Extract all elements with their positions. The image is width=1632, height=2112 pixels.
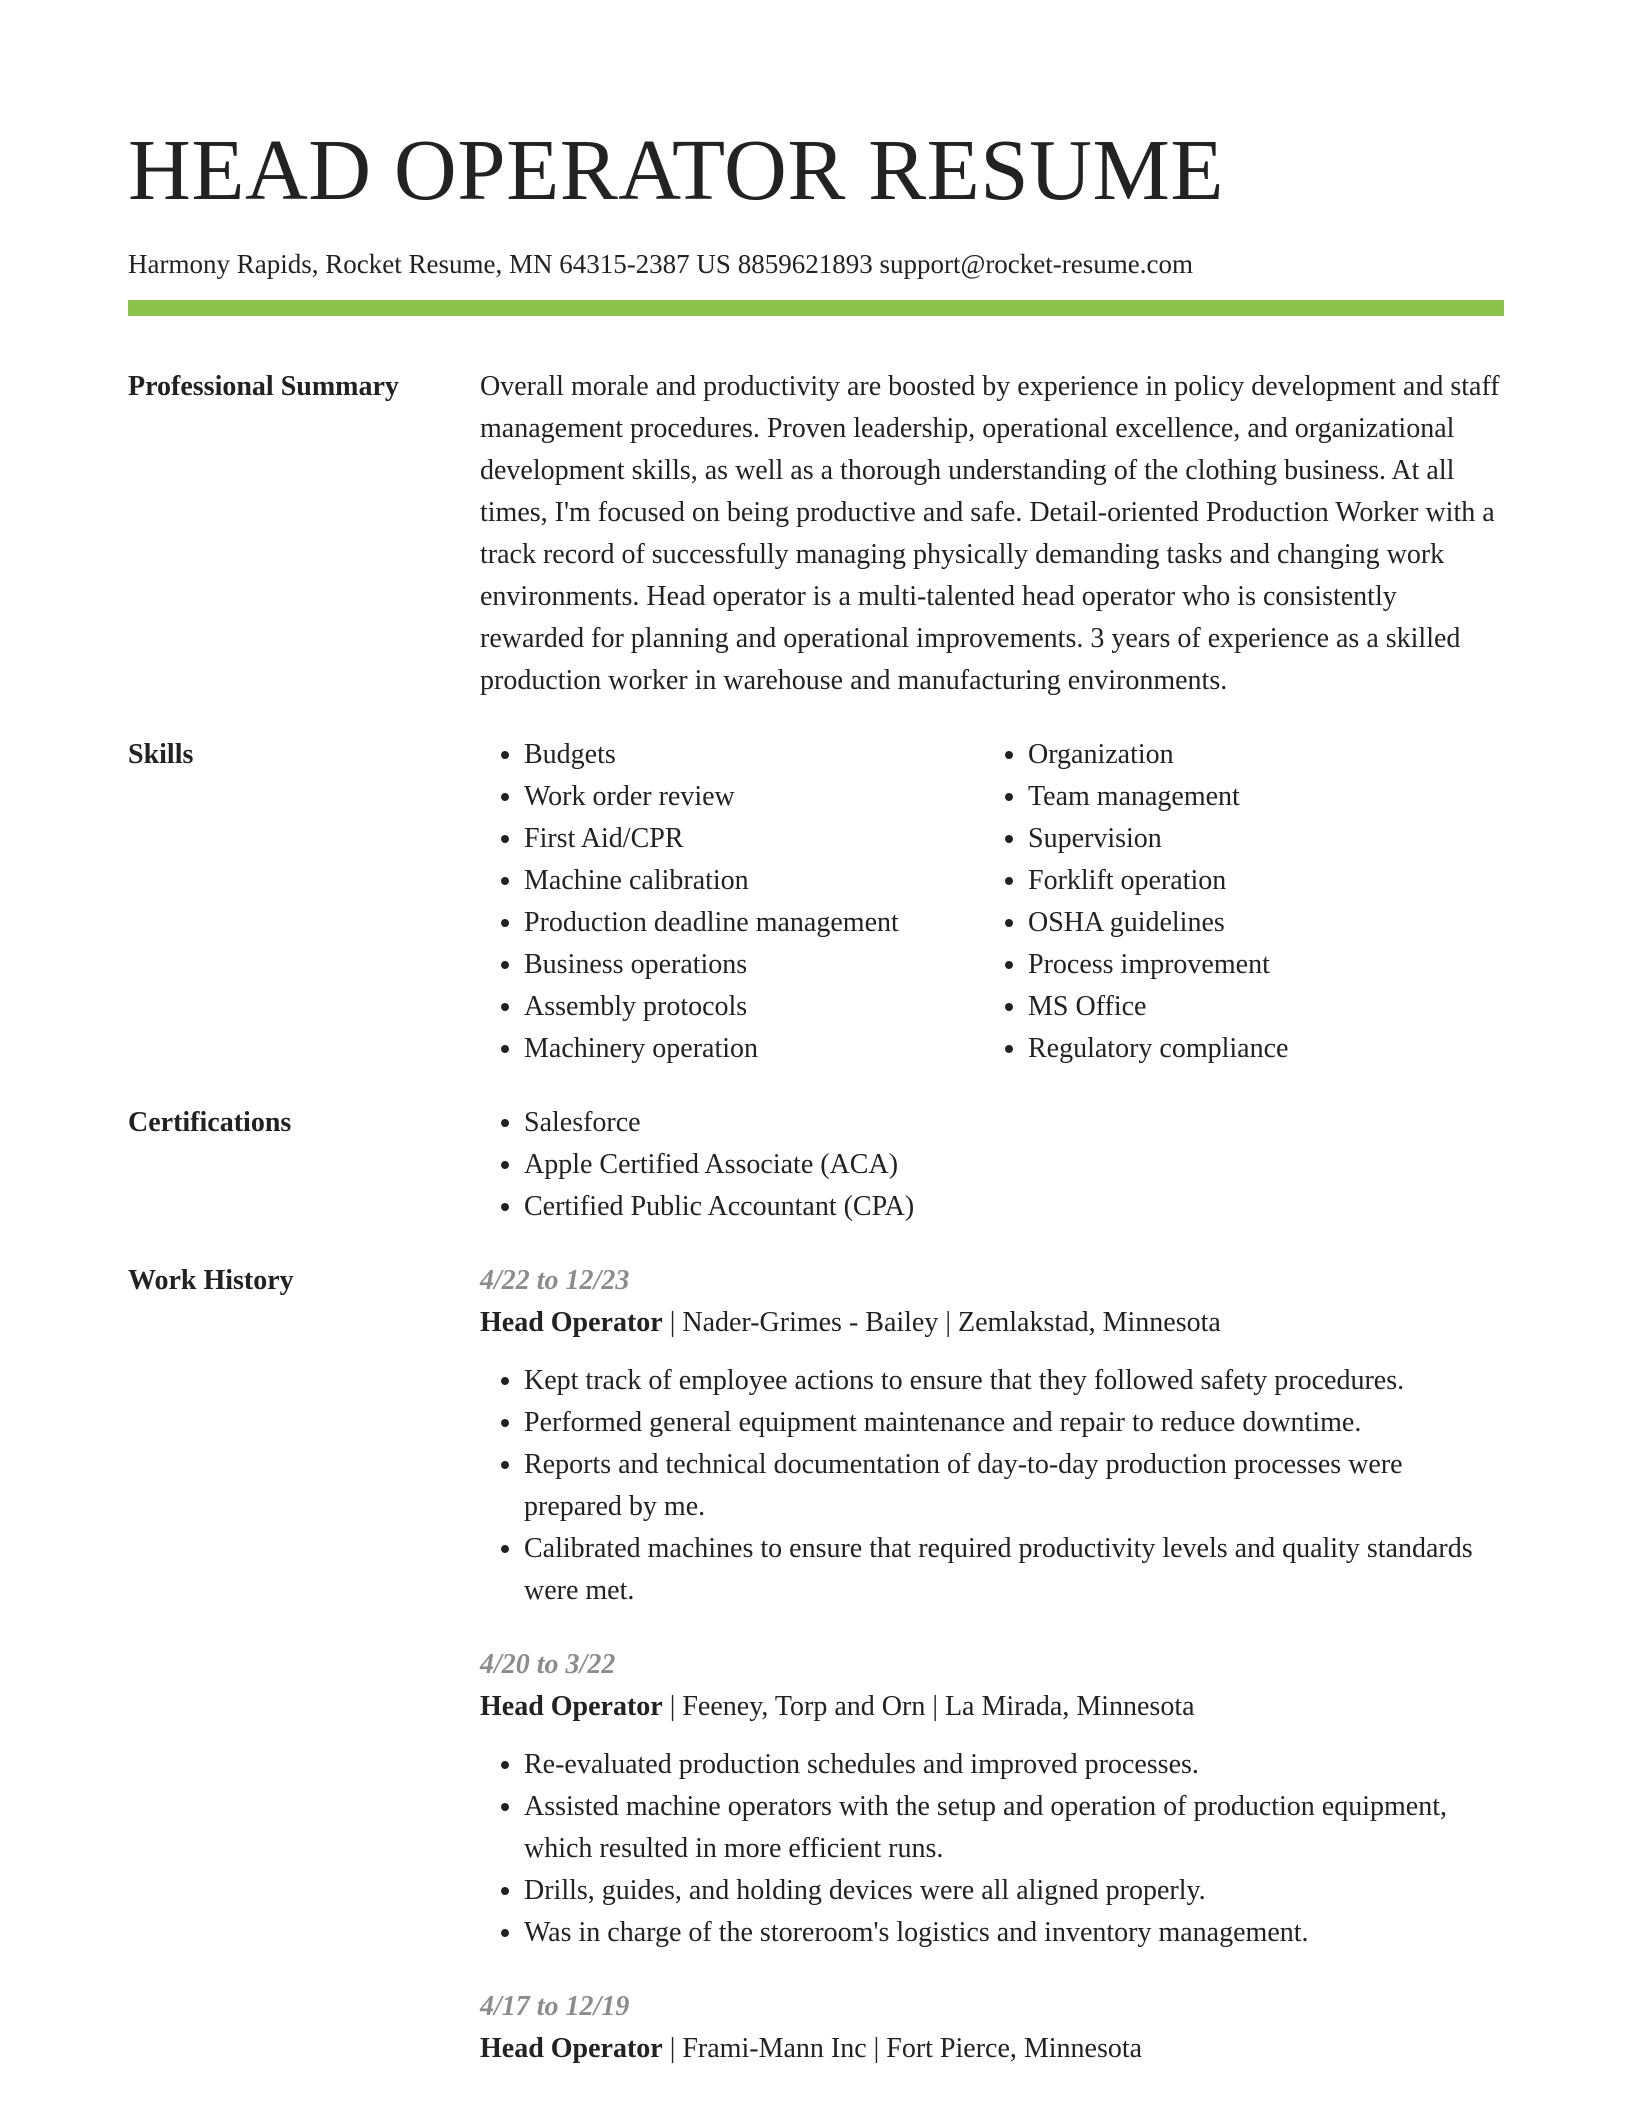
job-duty: • Re-evaluated production schedules and improved processes. bbox=[524, 1744, 1504, 1786]
summary-label: Professional Summary bbox=[128, 371, 399, 402]
skill-item: • Regulatory compliance bbox=[1028, 1028, 1488, 1070]
certifications-list bbox=[480, 1102, 1504, 1228]
job-date: 4/20 to 3/22 bbox=[480, 1649, 616, 1680]
skill-item: • OSHA guidelines bbox=[1028, 902, 1488, 944]
work-history-section bbox=[128, 1260, 1504, 2102]
skill-item: • Assembly protocols bbox=[524, 986, 984, 1028]
resume-title: HEAD OPERATOR RESUME bbox=[128, 121, 1225, 218]
job-employer-location: | Frami-Mann Inc | Fort Pierce, Minnesota bbox=[662, 2033, 1143, 2064]
skill-item: • First Aid/CPR bbox=[524, 818, 984, 860]
job-entry bbox=[480, 1644, 1504, 1954]
job-duty: • Kept track of employee actions to ensure that they followed safety procedures. bbox=[524, 1360, 1504, 1402]
header-divider bbox=[128, 300, 1504, 316]
job-duty: • Reports and technical documentation of day-to-day production processes were prepared by me. bbox=[524, 1444, 1504, 1528]
skill-item: • Supervision bbox=[1028, 818, 1488, 860]
work-history-label: Work History bbox=[128, 1265, 294, 1296]
job-duties bbox=[480, 1744, 1504, 1954]
summary-section bbox=[128, 366, 1504, 702]
skill-item: • Organization bbox=[1028, 734, 1488, 776]
certification-item: • Salesforce bbox=[524, 1102, 1504, 1144]
certifications-section bbox=[128, 1102, 1504, 1228]
skills-section bbox=[128, 734, 1504, 1070]
skill-item: • Team management bbox=[1028, 776, 1488, 818]
job-duties bbox=[480, 1360, 1504, 1612]
skills-list-left bbox=[480, 734, 984, 1070]
skills-label: Skills bbox=[128, 739, 194, 770]
job-duty: • Drills, guides, and holding devices were all aligned properly. bbox=[524, 1870, 1504, 1912]
job-duty: • Was in charge of the storeroom's logistics and inventory management. bbox=[524, 1912, 1504, 1954]
job-title: Head Operator bbox=[480, 1691, 663, 1722]
job-date: 4/22 to 12/23 bbox=[480, 1265, 630, 1296]
job-employer-location: | Feeney, Torp and Orn | La Mirada, Minnesota bbox=[662, 1691, 1195, 1722]
skill-item: • Production deadline management bbox=[524, 902, 984, 944]
skill-item: • Business operations bbox=[524, 944, 984, 986]
skills-list-right bbox=[984, 734, 1488, 1070]
job-entry bbox=[480, 1260, 1504, 1612]
job-heading bbox=[480, 1686, 1504, 1728]
skill-item: • Work order review bbox=[524, 776, 984, 818]
skill-item: • Budgets bbox=[524, 734, 984, 776]
job-duty: • Assisted machine operators with the setup and operation of production equipment, which resulted in more efficient runs. bbox=[524, 1786, 1504, 1870]
certifications-label: Certifications bbox=[128, 1107, 292, 1138]
summary-text: Overall morale and productivity are boosted by experience in policy development and staff management procedures. Proven leadership, operational excellence, and organizational development skills, as well as a thorough understanding of the clothing business. At all times, I'm focused on being productive and safe. Detail-oriented Production Worker with a track record of successfully managing physically demanding tasks and changing work environments. Head operator is a multi-talented head operator who is consistently rewarded for planning and operational improvements. 3 years of experience as a skilled production worker in warehouse and manufacturing environments. bbox=[480, 371, 1500, 696]
contact-line: Harmony Rapids, Rocket Resume, MN 64315-2387 US 8859621893 support@rocket-resume.com bbox=[128, 249, 1193, 279]
job-heading bbox=[480, 1302, 1504, 1344]
skills-columns bbox=[480, 734, 1504, 1070]
certification-item: • Apple Certified Associate (ACA) bbox=[524, 1144, 1504, 1186]
skill-item: • Process improvement bbox=[1028, 944, 1488, 986]
job-title: Head Operator bbox=[480, 2033, 663, 2064]
job-date: 4/17 to 12/19 bbox=[480, 1991, 630, 2022]
skill-item: • MS Office bbox=[1028, 986, 1488, 1028]
certification-item: • Certified Public Accountant (CPA) bbox=[524, 1186, 1504, 1228]
job-title: Head Operator bbox=[480, 1307, 663, 1338]
job-duty: • Performed general equipment maintenance and repair to reduce downtime. bbox=[524, 1402, 1504, 1444]
skill-item: • Machine calibration bbox=[524, 860, 984, 902]
job-heading bbox=[480, 2028, 1504, 2070]
skill-item: • Forklift operation bbox=[1028, 860, 1488, 902]
job-entry bbox=[480, 1986, 1504, 2070]
skill-item: • Machinery operation bbox=[524, 1028, 984, 1070]
job-duty: • Calibrated machines to ensure that required productivity levels and quality standards were met. bbox=[524, 1528, 1504, 1612]
job-employer-location: | Nader-Grimes - Bailey | Zemlakstad, Minnesota bbox=[662, 1307, 1221, 1338]
